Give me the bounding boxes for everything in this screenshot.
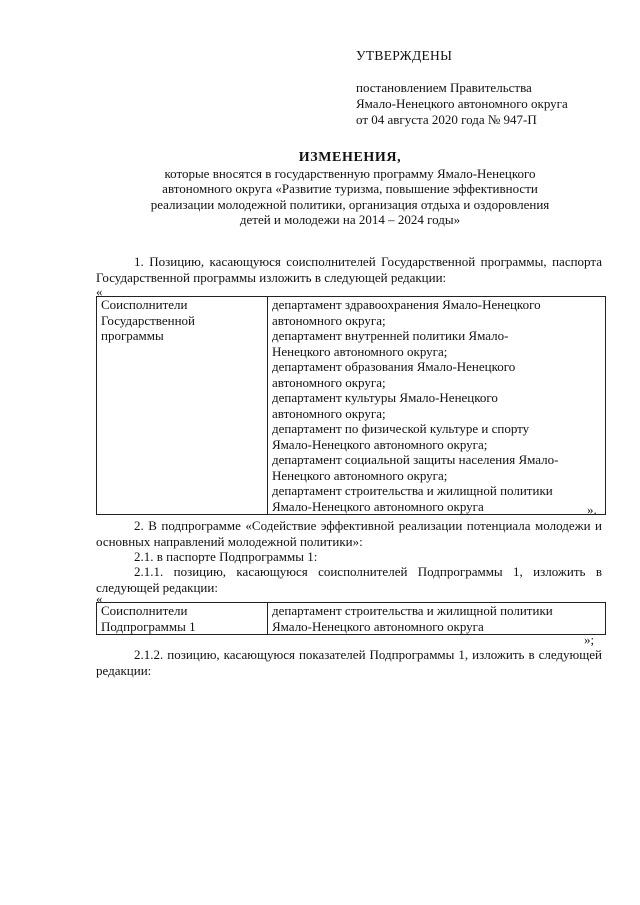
list-item: департамент образования Ямало-Ненецкого автономного округа;	[272, 359, 516, 390]
table-row	[97, 297, 606, 515]
close-quote: »;	[584, 632, 595, 647]
table-label-cell: Соисполнители Государственной программы	[97, 297, 268, 515]
approval-line: Ямало-Ненецкого автономного округа	[356, 96, 568, 111]
approval-heading: УТВЕРЖДЕНЫ	[356, 48, 453, 63]
section-2-1-2-text: 2.1.2. позицию, касающуюся показателей Подпрограммы 1, изложить в следующей редакции:	[96, 647, 602, 678]
close-quote: ».	[587, 502, 597, 517]
section-2-1-1-text: 2.1.1. позицию, касающуюся соисполнителей Подпрограммы 1, изложить в следующей редакции:	[96, 564, 602, 595]
open-quote: «	[96, 284, 103, 299]
open-quote: «	[96, 591, 103, 606]
table-row	[97, 603, 606, 635]
section-2-text: 2. В подпрограмме «Содействие эффективной реализации потенциала молодежи и основных направлений молодежной политики»:	[96, 518, 602, 549]
section-1-text: 1. Позицию, касающуюся соисполнителей Государственной программы, паспорта Государственной программы изложить в следующей редакции:	[96, 254, 602, 285]
list-item: департамент здравоохранения Ямало-Ненецкого автономного округа;	[272, 297, 541, 328]
approval-line: от 04 августа 2020 года № 947-П	[356, 112, 537, 127]
approval-line: постановлением Правительства	[356, 80, 532, 95]
table-value-cell	[268, 297, 606, 515]
list-item: департамент строительства и жилищной политики Ямало-Ненецкого автономного округа	[272, 483, 553, 514]
document-subtitle: которые вносятся в государственную программу Ямало-Ненецкого автономного округа «Развитие туризма, повышение эффективности реализации молодежной политики, организация отдыха и оздоровления детей и молодежи на 2014 – 2024 годы»	[150, 165, 550, 227]
section-2-1-text: 2.1. в паспорте Подпрограммы 1:	[134, 549, 318, 564]
list-item: департамент социальной защиты населения Ямало- Ненецкого автономного округа;	[272, 452, 559, 483]
list-item: департамент культуры Ямало-Ненецкого автономного округа;	[272, 390, 498, 421]
list-item: департамент по физической культуре и спорту Ямало-Ненецкого автономного округа;	[272, 421, 530, 452]
document-title: ИЗМЕНЕНИЯ,	[298, 150, 402, 165]
document-heading	[96, 150, 604, 228]
subprogram-co-executors-table	[96, 602, 606, 635]
approval-stamp	[356, 48, 626, 128]
list-item: департамент внутренней политики Ямало- Ненецкого автономного округа;	[272, 328, 509, 359]
table-label-cell: Соисполнители Подпрограммы 1	[97, 603, 268, 635]
co-executors-table	[96, 296, 606, 515]
table-value-cell: департамент строительства и жилищной политики Ямало-Ненецкого автономного округа	[268, 603, 606, 635]
